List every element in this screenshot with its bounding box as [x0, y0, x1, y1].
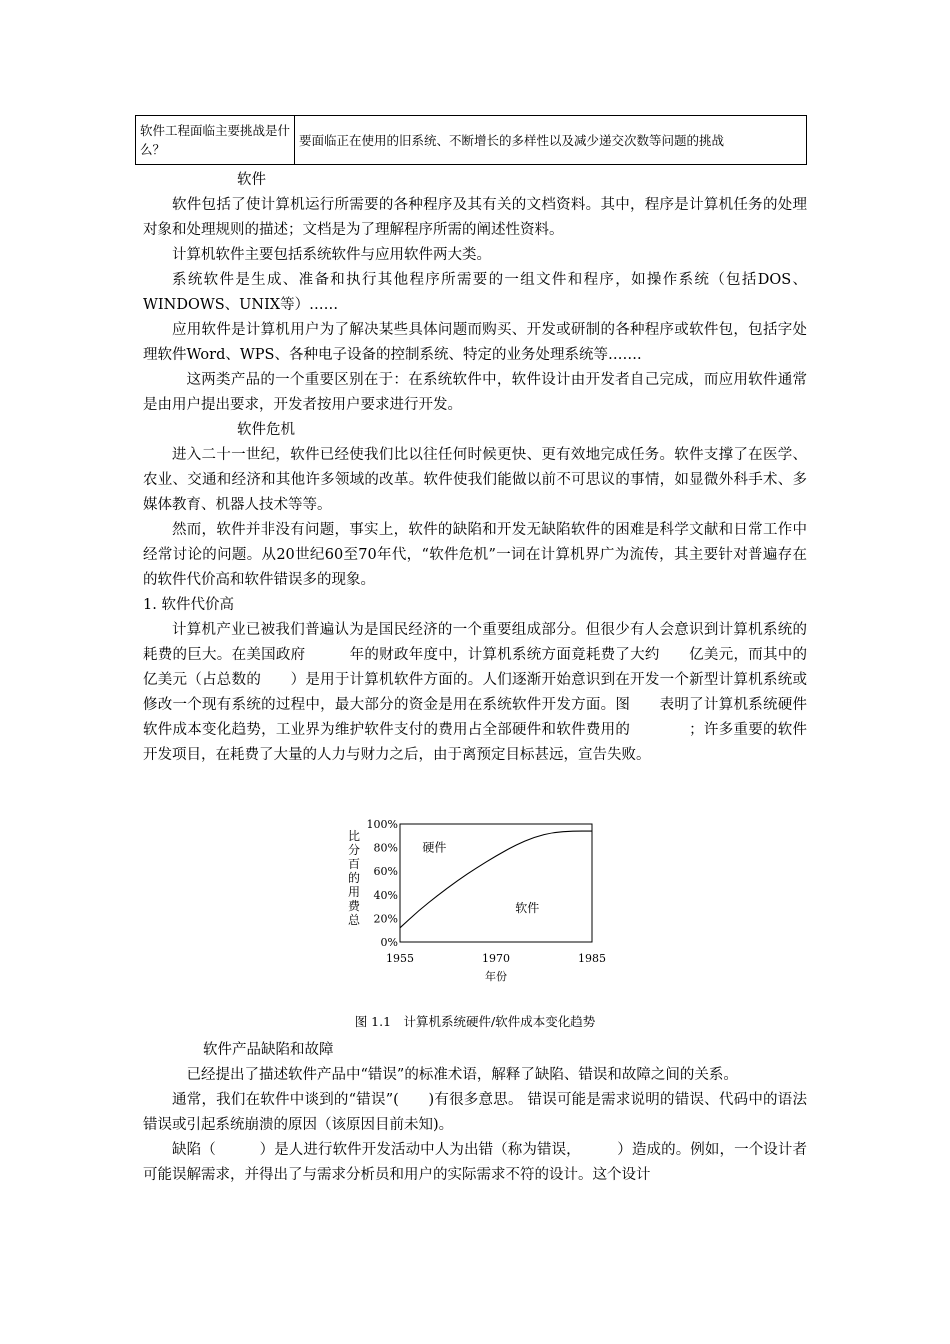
paragraph: 缺陷（ ）是人进行软件开发活动中人为出错（称为错误， ）造成的。例如，一个设计者可能误解需求，并得出了与需求分析员和用户的实际需求不符的设计。这个设计 — [143, 1142, 807, 1183]
paragraph: 计算机产业已被我们普遍认为是国民经济的一个重要组成部分。但很少有人会意识到计算机系统的耗费的巨大。在美国政府 年的财政年度中，计算机系统方面竟耗费了大约 亿美元，而其中的 亿美元（占总数的 ）是用于计算机软件方面的。人们逐渐开始意识到在开发一个新型计算机系统或修改一个现有系统的过程中，最大部分的资金是用在系统软件开发方面。图 表明了计算机系统硬件 软件成本变化趋势，工业界为维护软件支付的费用占全部硬件和软件费用的 ；许多重要的软件开发项目，在耗费了大量的人力与财力之后，由于离预定目标甚远，宣告失败。 — [143, 622, 836, 763]
y-tick-label: 60% — [373, 865, 398, 879]
cost-trend-chart — [340, 812, 630, 1002]
x-tick-label: 1985 — [578, 952, 606, 965]
x-tick-label: 1970 — [482, 952, 510, 965]
paragraph: 软件包括了使计算机运行所需要的各种程序及其有关的文档资料。其中，程序是计算机任务的处理对象和处理规则的描述；文档是为了理解程序所需的阐述性资料。 — [143, 197, 807, 238]
paragraph: 系统软件是生成、准备和执行其他程序所需要的一组文件和程序，如操作系统（包括DOS、WINDOWS、UNIX等）…… — [143, 272, 807, 313]
heading-software-crisis: 软件危机 — [237, 422, 295, 438]
region-label-hardware: 硬件 — [422, 840, 447, 855]
paragraph: 应用软件是计算机用户为了解决某些具体问题而购买、开发或研制的各种程序或软件包，包括字处理软件Word、WPS、各种电子设备的控制系统、特定的业务处理系统等……. — [143, 322, 807, 363]
paragraph: 计算机软件主要包括系统软件与应用软件两大类。 — [172, 247, 491, 263]
body-text-bottom — [143, 1038, 807, 1188]
y-tick-label: 100% — [366, 818, 398, 831]
y-tick-label: 0% — [380, 936, 398, 949]
y-axis-label: 比分百的用费总 — [347, 829, 361, 927]
paragraph: 进入二十一世纪，软件已经使我们比以往任何时候更快、更有效地完成任务。软件支撑了在医学、农业、交通和经济和其他许多领域的改革。软件使我们能做以前不可思议的事情，如显微外科手术、多媒体教育、机器人技术等等。 — [143, 447, 807, 513]
figure-caption: 图 1.1 计算机系统硬件/软件成本变化趋势 — [354, 1014, 596, 1029]
sub-heading-high-cost: 1. 软件代价高 — [143, 597, 234, 613]
heading-defects-faults: 软件产品缺陷和故障 — [203, 1042, 334, 1058]
answer-cell: 要面临正在使用的旧系统、不断增长的多样性以及减少递交次数等问题的挑战 — [295, 116, 807, 165]
paragraph: 这两类产品的一个重要区别在于：在系统软件中，软件设计由开发者自己完成，而应用软件通常是由用户提出要求，开发者按用户要求进行开发。 — [143, 372, 807, 413]
question-cell: 软件工程面临主要挑战是什么？ — [136, 116, 295, 165]
body-text-top — [143, 168, 836, 768]
y-tick-label: 80% — [373, 841, 398, 855]
region-label-software: 软件 — [515, 900, 540, 915]
y-tick-label: 40% — [373, 888, 398, 902]
heading-software: 软件 — [237, 172, 266, 188]
x-tick-label: 1955 — [386, 952, 414, 965]
qa-row — [136, 116, 807, 165]
paragraph: 然而，软件并非没有问题，事实上，软件的缺陷和开发无缺陷软件的困难是科学文献和日常工作中经常讨论的问题。从20世纪60至70年代，“软件危机”一词在计算机界广为流传，其主要针对普遍存在的软件代价高和软件错误多的现象。 — [143, 522, 807, 588]
y-tick-label: 20% — [373, 912, 398, 926]
paragraph: 已经提出了描述软件产品中“错误”的标准术语，解释了缺陷、错误和故障之间的关系。 — [186, 1067, 738, 1083]
paragraph: 通常，我们在软件中谈到的“错误”( )有很多意思。 错误可能是需求说明的错误、代码中的语法错误或引起系统崩溃的原因（该原因目前未知)。 — [143, 1092, 807, 1133]
x-axis-label: 年份 — [485, 970, 507, 983]
qa-table — [135, 115, 807, 165]
